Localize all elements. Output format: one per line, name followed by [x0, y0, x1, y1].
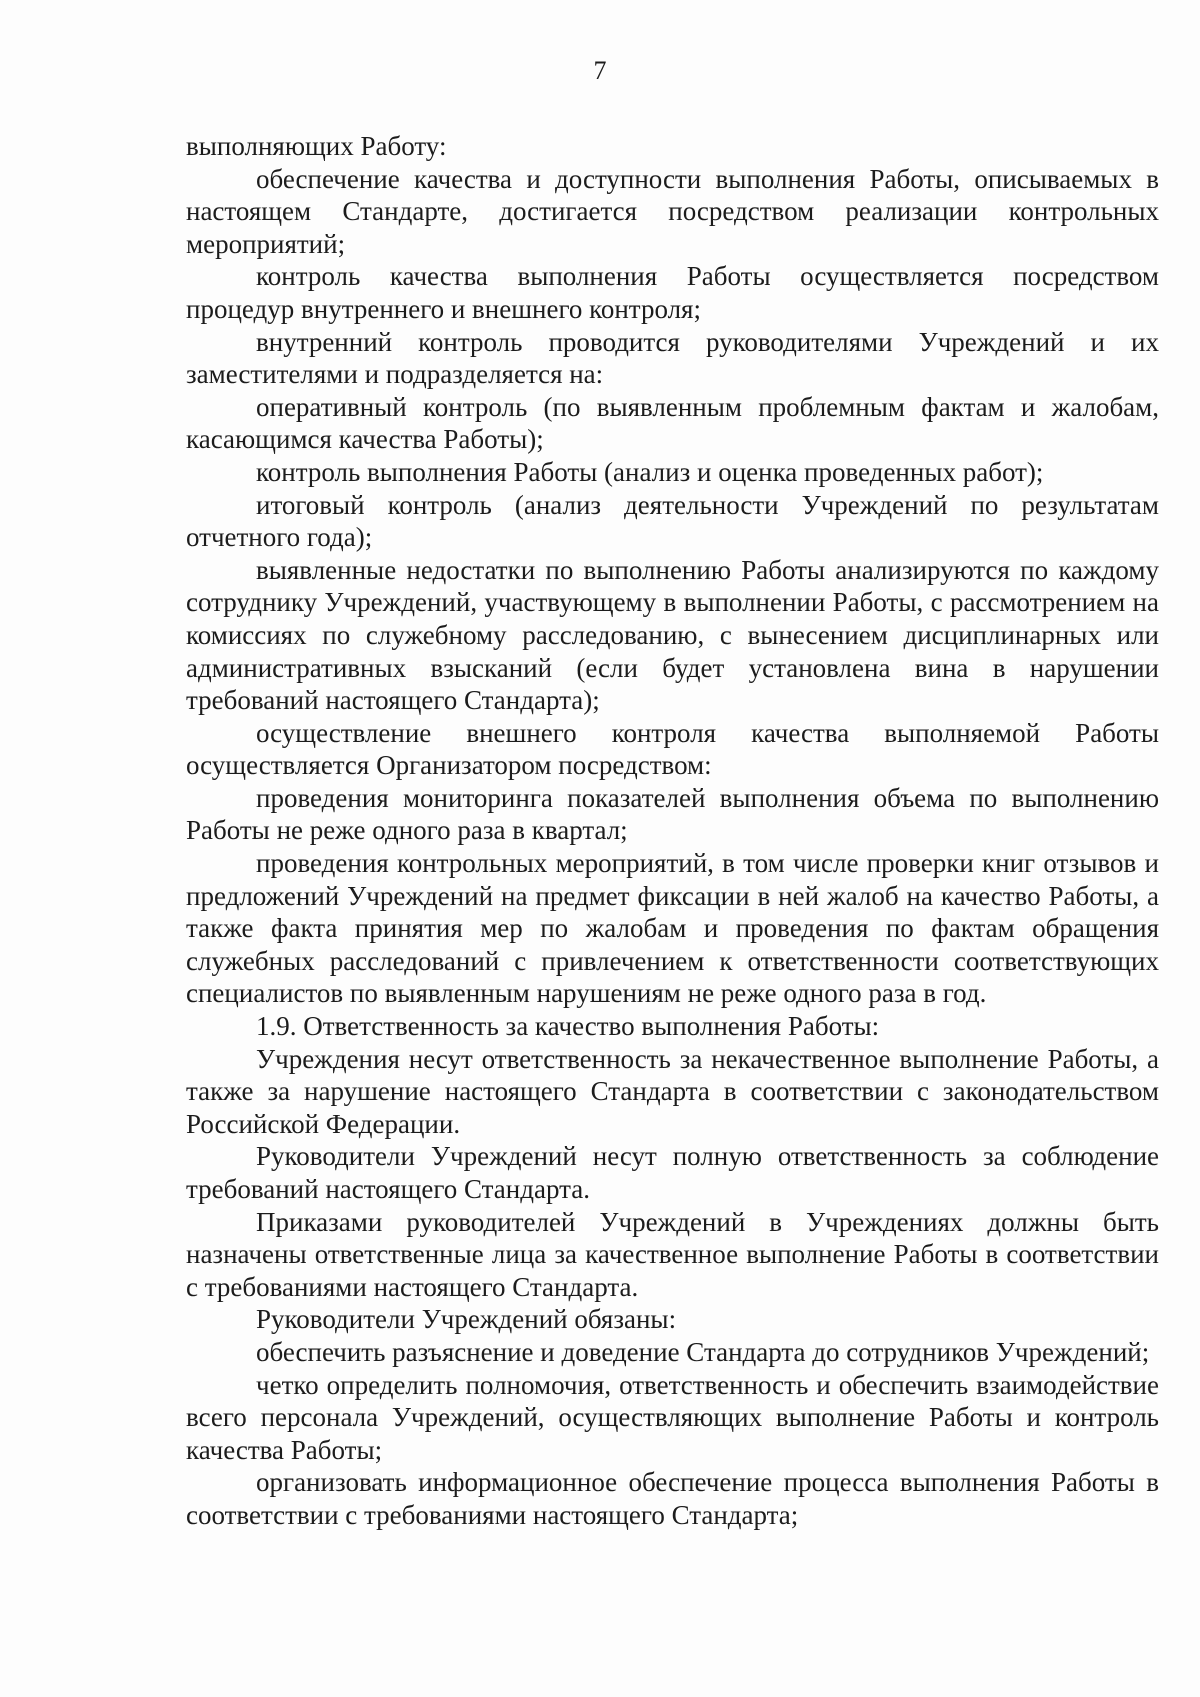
paragraph: оперативный контроль (по выявленным проблемным фактам и жалобам, касающимся качества Работы); [186, 391, 1159, 455]
paragraph: организовать информационное обеспечение процесса выполнения Работы в соответствии с требованиями настоящего Стандарта; [186, 1467, 1159, 1530]
paragraph: итоговый контроль (анализ деятельности Учреждений по результатам отчетного года); [186, 489, 1159, 553]
paragraph: выявленные недостатки по выполнению Работы анализируются по каждому сотруднику Учреждений, участвующему в выполнении Работы, с рассмотрением на комиссиях по служебному расследованию, с вынесением дисциплинарных или административных взысканий (если будет установлена вина в нарушении требований настоящего Стандарта); [186, 554, 1159, 716]
document-body [186, 130, 1159, 1532]
paragraph: Руководители Учреждений несут полную ответственность за соблюдение требований настоящего Стандарта. [186, 1141, 1159, 1204]
page-number: 7 [593, 56, 607, 85]
paragraph: внутренний контроль проводится руководителями Учреждений и их заместителями и подразделяется на: [186, 326, 1159, 390]
paragraph: выполняющих Работу: [186, 131, 447, 161]
paragraph: обеспечить разъяснение и доведение Стандарта до сотрудников Учреждений; [256, 1336, 1150, 1367]
paragraph: Приказами руководителей Учреждений в Учреждениях должны быть назначены ответственные лица за качественное выполнение Работы в соответствии с требованиями настоящего Стандарта. [186, 1206, 1159, 1302]
paragraph: Руководители Учреждений обязаны: [256, 1304, 677, 1335]
section-heading: 1.9. Ответственность за качество выполнения Работы: [256, 1011, 880, 1042]
paragraph: контроль качества выполнения Работы осуществляется посредством процедур внутреннего и внешнего контроля; [186, 261, 1159, 324]
paragraph: проведения контрольных мероприятий, в том числе проверки книг отзывов и предложений Учреждений на предмет фиксации в ней жалоб на качество Работы, а также факта принятия мер по жалобам и проведения по фактам обращения служебных расследований с привлечением к ответственности соответствующих специалистов по выявленным нарушениям не реже одного раза в год. [186, 848, 1159, 1009]
paragraph: проведения мониторинга показателей выполнения объема по выполнению Работы не реже одного раза в квартал; [186, 782, 1159, 846]
paragraph: обеспечение качества и доступности выполнения Работы, описываемых в настоящем Стандарте, достигается посредством реализации контрольных мероприятий; [186, 163, 1159, 259]
paragraph: осуществление внешнего контроля качества выполняемой Работы осуществляется Организатором посредством: [186, 717, 1159, 781]
paragraph: четко определить полномочия, ответственность и обеспечить взаимодействие всего персонала Учреждений, осуществляющих выполнение Работы и контроль качества Работы; [186, 1369, 1159, 1465]
paragraph: контроль выполнения Работы (анализ и оценка проведенных работ); [256, 456, 1044, 487]
paragraph: Учреждения несут ответственность за некачественное выполнение Работы, а также за нарушение настоящего Стандарта в соответствии с законодательством Российской Федерации. [186, 1043, 1159, 1139]
